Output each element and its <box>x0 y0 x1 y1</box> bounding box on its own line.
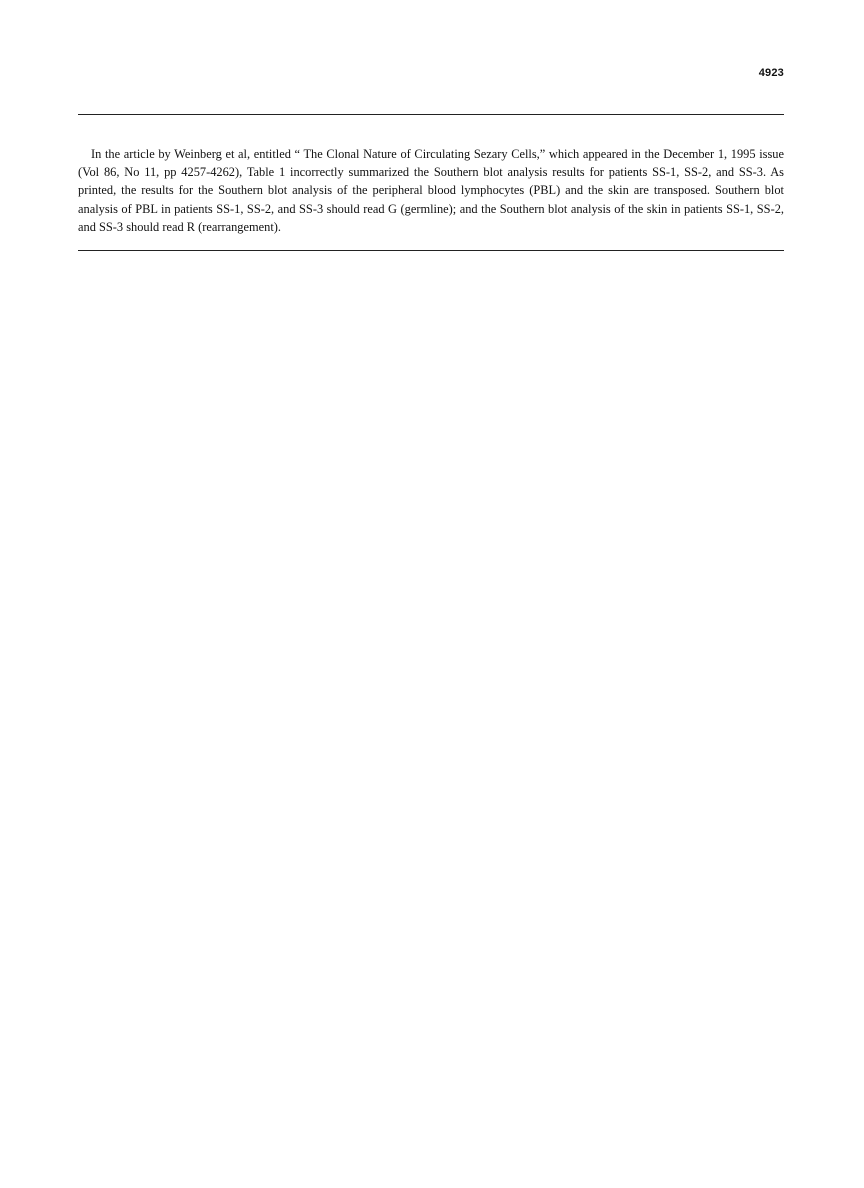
page-number: 4923 <box>758 67 784 79</box>
erratum-paragraph: In the article by Weinberg et al, entitled “ The Clonal Nature of Circulating Sezary Cells,” which appeared in the December 1, 1995 issue (Vol 86, No 11, pp 4257-4262), Table 1 incorrectly summarized the Southern blot analysis results for patients SS-1, SS-2, and SS-3. As printed, the results for the Southern blot analysis of the peripheral blood lymphocytes (PBL) and the skin are transposed. Southern blot analysis of PBL in patients SS-1, SS-2, and SS-3 should read G (germline); and the Southern blot analysis of the skin in patients SS-1, SS-2, and SS-3 should read R (rearrangement). <box>78 147 784 234</box>
bottom-divider <box>78 250 784 251</box>
top-divider <box>78 114 784 115</box>
